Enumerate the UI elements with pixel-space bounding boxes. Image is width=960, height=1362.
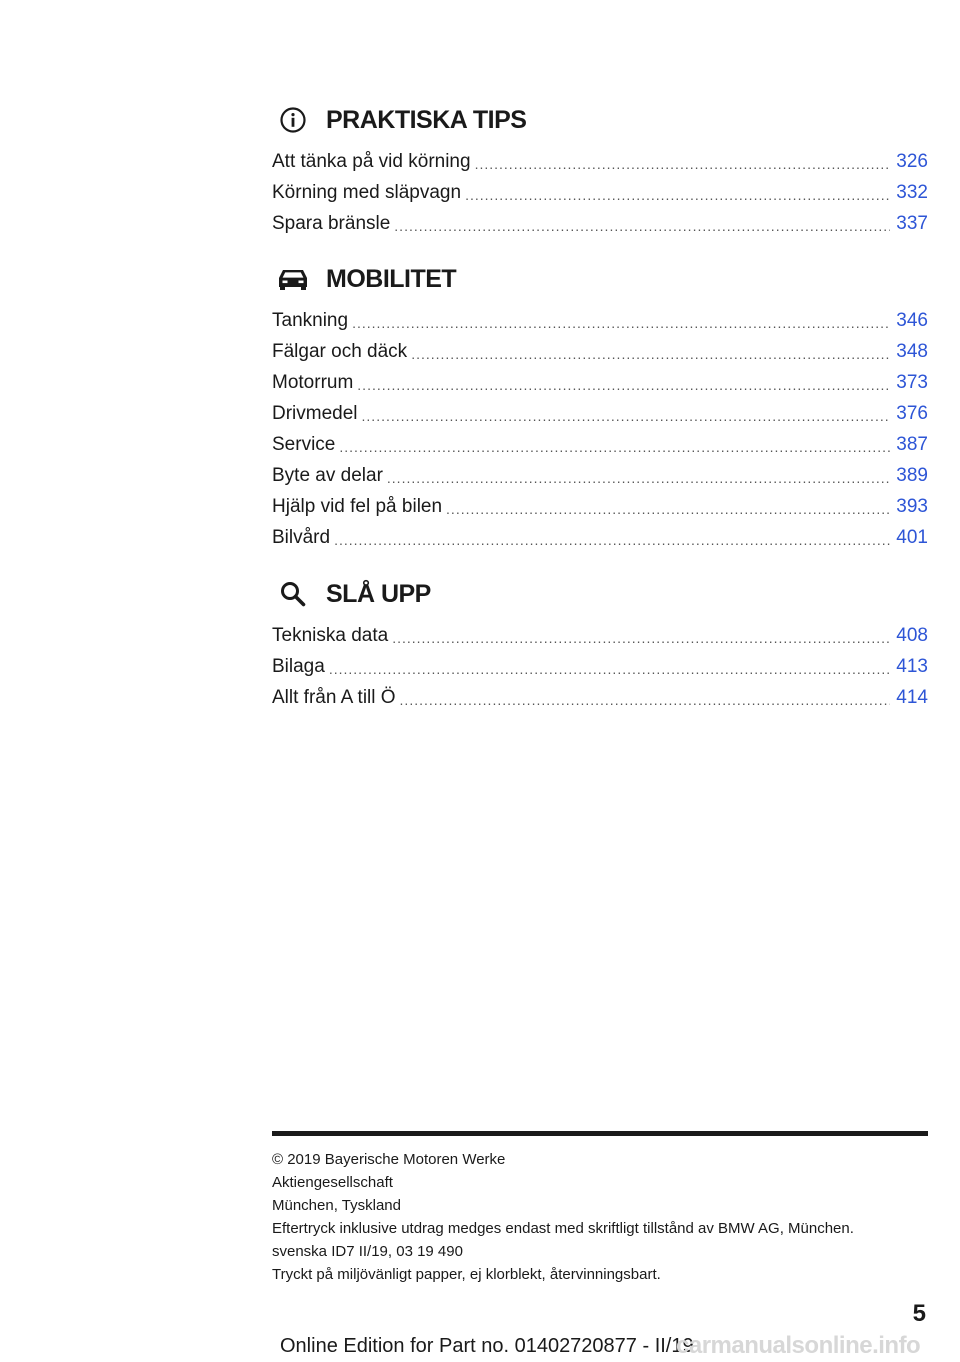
imprint-line: © 2019 Bayerische Motoren Werke	[272, 1151, 506, 1168]
toc-entry-label: Service	[272, 433, 336, 455]
section-header	[272, 259, 928, 299]
toc-page-link[interactable]: 401	[896, 526, 928, 548]
toc-list	[272, 146, 928, 239]
section-header	[272, 100, 928, 140]
toc-entry[interactable]	[272, 336, 928, 367]
toc-entry-label: Spara bränsle	[272, 212, 391, 234]
toc-entry-label: Drivmedel	[272, 402, 358, 424]
toc-entry-label: Allt från A till Ö	[272, 686, 396, 708]
footer-edition: Online Edition for Part no. 01402720877 - II/19	[280, 1335, 694, 1357]
leader-dots	[329, 661, 890, 677]
toc-entry[interactable]	[272, 208, 928, 239]
toc-entry-label: Tekniska data	[272, 624, 389, 646]
imprint-line: Tryckt på miljövänligt papper, ej klorblekt, återvinningsbart.	[272, 1266, 661, 1283]
section-header	[272, 574, 928, 614]
toc-entry-label: Hjälp vid fel på bilen	[272, 495, 443, 517]
toc-page-link[interactable]: 346	[896, 309, 928, 331]
toc-page-link[interactable]: 393	[896, 495, 928, 517]
leader-dots	[334, 532, 890, 548]
car-icon	[272, 263, 314, 295]
leader-dots	[357, 377, 890, 393]
leader-dots	[411, 346, 890, 362]
toc-page-link[interactable]: 348	[896, 340, 928, 362]
toc-entry-label: Motorrum	[272, 371, 354, 393]
toc-page-link[interactable]: 387	[896, 433, 928, 455]
toc-page-link[interactable]: 326	[896, 150, 928, 172]
search-icon	[272, 578, 314, 610]
leader-dots	[465, 187, 890, 203]
toc-page-link[interactable]: 413	[896, 655, 928, 677]
toc-page-link[interactable]: 376	[896, 402, 928, 424]
toc-entry-label: Körning med släpvagn	[272, 181, 462, 203]
toc-page-link[interactable]: 332	[896, 181, 928, 203]
leader-dots	[352, 315, 890, 331]
imprint-divider	[272, 1131, 928, 1136]
toc-entry[interactable]	[272, 522, 928, 553]
toc-entry[interactable]	[272, 398, 928, 429]
leader-dots	[400, 692, 891, 708]
toc-entry[interactable]	[272, 305, 928, 336]
watermark-site[interactable]: carmanualsonline.info	[676, 1332, 921, 1359]
toc-entry[interactable]	[272, 367, 928, 398]
imprint-line: svenska ID7 II/19, 03 19 490	[272, 1243, 463, 1260]
toc-entry[interactable]	[272, 460, 928, 491]
toc-list	[272, 620, 928, 713]
toc-page-link[interactable]: 389	[896, 464, 928, 486]
toc-entry[interactable]	[272, 491, 928, 522]
imprint-line: München, Tyskland	[272, 1197, 401, 1214]
toc-page-link[interactable]: 337	[896, 212, 928, 234]
leader-dots	[446, 501, 890, 517]
toc-entry-label: Bilvård	[272, 526, 331, 548]
toc-entry[interactable]	[272, 651, 928, 682]
section-title: MOBILITET	[326, 264, 457, 293]
section-title: PRAKTISKA TIPS	[326, 105, 527, 134]
toc-entry[interactable]	[272, 620, 928, 651]
toc-entry[interactable]	[272, 146, 928, 177]
toc-entry[interactable]	[272, 177, 928, 208]
section-title: SLÅ UPP	[326, 579, 431, 608]
leader-dots	[392, 630, 890, 646]
imprint-line: Eftertryck inklusive utdrag medges endast med skriftligt tillstånd av BMW AG, München.	[272, 1220, 854, 1237]
footer	[0, 1330, 960, 1362]
leader-dots	[394, 218, 890, 234]
leader-dots	[475, 156, 891, 172]
imprint	[272, 1148, 928, 1286]
imprint-line: Aktiengesellschaft	[272, 1174, 393, 1191]
toc-entry-label: Att tänka på vid körning	[272, 150, 471, 172]
toc-entry[interactable]	[272, 682, 928, 713]
toc-section-sla-upp	[272, 574, 928, 713]
page-number: 5	[912, 1300, 926, 1327]
toc-entry-label: Bilaga	[272, 655, 325, 677]
toc-entry-label: Byte av delar	[272, 464, 383, 486]
toc-entry-label: Tankning	[272, 309, 349, 331]
leader-dots	[362, 408, 891, 424]
toc-list	[272, 305, 928, 553]
toc-page-link[interactable]: 408	[896, 624, 928, 646]
leader-dots	[387, 470, 890, 486]
toc-page-link[interactable]: 414	[896, 686, 928, 708]
toc-entry-label: Fälgar och däck	[272, 340, 408, 362]
info-icon	[272, 104, 314, 136]
toc-section-praktiska-tips	[272, 100, 928, 239]
leader-dots	[339, 439, 890, 455]
toc-entry[interactable]	[272, 429, 928, 460]
toc-page-link[interactable]: 373	[896, 371, 928, 393]
toc-section-mobilitet	[272, 259, 928, 553]
